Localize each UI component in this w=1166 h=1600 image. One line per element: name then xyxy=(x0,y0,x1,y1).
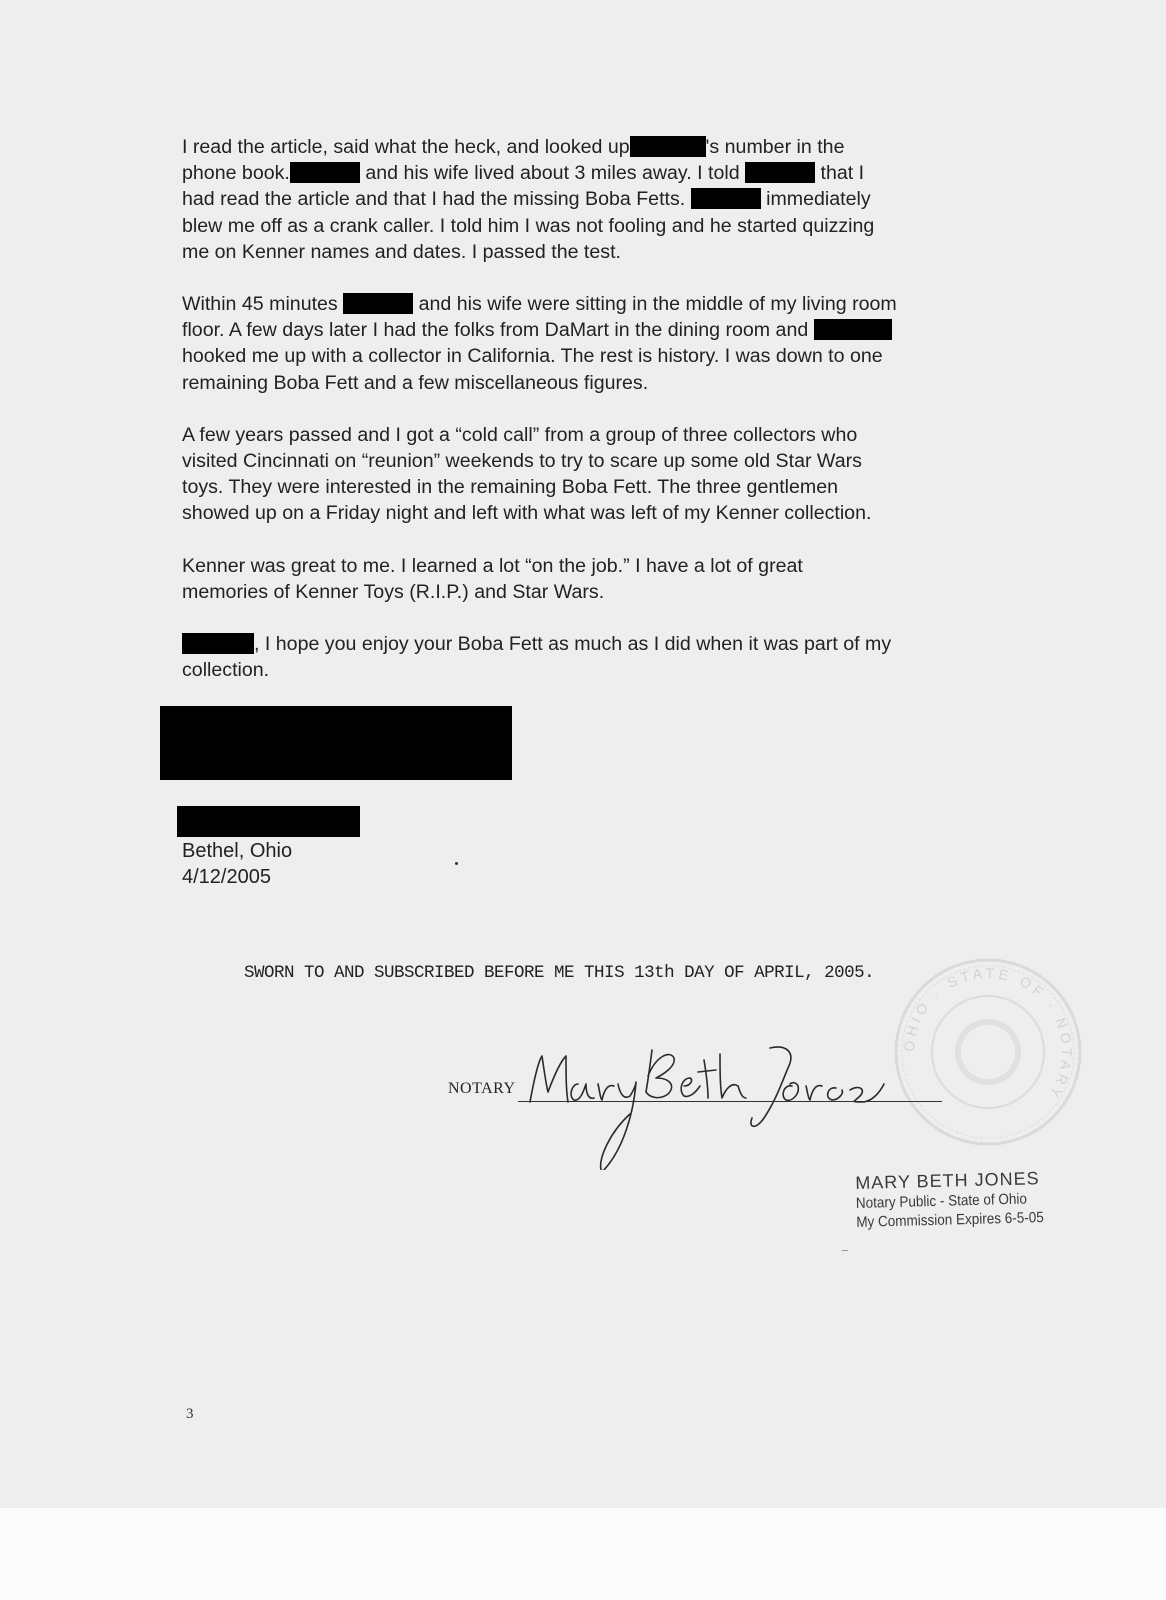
text-line: remaining Boba Fett and a few miscellaneous figures. xyxy=(182,371,649,394)
redaction-bar xyxy=(691,188,761,209)
notary-label: NOTARY xyxy=(448,1080,516,1097)
page-number: 3 xyxy=(186,1406,194,1422)
sender-date: 4/12/2005 xyxy=(182,866,271,888)
text-line: hooked me up with a collector in California. The rest is history. I was down to one xyxy=(182,345,883,368)
paragraph-5 xyxy=(182,631,1002,683)
redaction-bar xyxy=(630,136,706,157)
redacted-signature xyxy=(160,706,512,780)
text-line xyxy=(182,134,1002,160)
scan-speck xyxy=(842,1250,848,1251)
stamp-name: MARY BETH JONES xyxy=(855,1168,1040,1193)
text-line: me on Kenner names and dates. I passed the test. xyxy=(182,240,621,263)
scan-margin xyxy=(0,1508,1166,1600)
text-line: memories of Kenner Toys (R.I.P.) and Star Wars. xyxy=(182,580,605,603)
text-fragment: 's number in the xyxy=(705,136,845,158)
text-line xyxy=(182,160,1002,186)
text-line: A few years passed and I got a “cold call” from a group of three collectors who xyxy=(182,423,858,446)
paragraph-4 xyxy=(182,553,1002,605)
scan-speck xyxy=(455,862,458,865)
redaction-bar xyxy=(343,293,413,314)
text-fragment: floor. A few days later I had the folks from DaMart in the dining room and xyxy=(182,319,809,342)
text-line: Kenner was great to me. I learned a lot “on the job.” I have a lot of great xyxy=(182,554,803,577)
text-fragment: immediately xyxy=(766,188,871,211)
redaction-bar xyxy=(745,162,815,183)
notary-stamp xyxy=(855,1167,1065,1232)
text-line xyxy=(182,631,1002,657)
sworn-statement: SWORN TO AND SUBSCRIBED BEFORE ME THIS 13th DAY OF APRIL, 2005. xyxy=(244,963,875,983)
text-fragment: Within 45 minutes xyxy=(182,293,338,316)
text-fragment: had read the article and that I had the missing Boba Fetts. xyxy=(182,188,686,211)
paragraph-3 xyxy=(182,422,1002,527)
text-fragment: that I xyxy=(820,162,865,185)
sender-city: Bethel, Ohio xyxy=(182,840,293,862)
text-line: blew me off as a crank caller. I told him I was not fooling and he started quizzing xyxy=(182,214,875,237)
text-line: collection. xyxy=(182,659,270,682)
text-fragment: , I hope you enjoy your Boba Fett as much as I did when it was part of my xyxy=(254,633,892,656)
seal-text: OHIO · STATE OF · NOTARY xyxy=(900,964,1076,1104)
text-fragment: and his wife were sitting in the middle of my living room xyxy=(418,293,897,316)
text-fragment: I read the article, said what the heck, and looked up xyxy=(182,136,630,158)
text-fragment: and his wife lived about 3 miles away. I told xyxy=(365,162,740,185)
paragraph-2 xyxy=(182,291,1002,396)
text-line: visited Cincinnati on “reunion” weekends to try to scare up some old Star Wars xyxy=(182,450,862,473)
text-line xyxy=(182,186,1002,212)
notary-seal-emboss xyxy=(888,952,1088,1152)
stamp-commission: My Commission Expires 6-5-05 xyxy=(856,1209,1045,1231)
redaction-bar xyxy=(814,319,892,340)
text-line: toys. They were interested in the remaining Boba Fett. The three gentlemen xyxy=(182,476,839,499)
text-line: showed up on a Friday night and left with what was left of my Kenner collection. xyxy=(182,502,872,525)
text-fragment: phone book. xyxy=(182,162,290,185)
stamp-title: Notary Public - State of Ohio xyxy=(855,1190,1028,1212)
text-line xyxy=(182,317,1002,343)
letter-body xyxy=(182,134,1002,709)
notary-signature xyxy=(520,1040,900,1170)
redacted-name xyxy=(177,806,360,837)
redaction-bar xyxy=(182,633,254,654)
text-line xyxy=(182,291,1002,317)
paragraph-1 xyxy=(182,134,1002,265)
redaction-bar xyxy=(290,162,360,183)
